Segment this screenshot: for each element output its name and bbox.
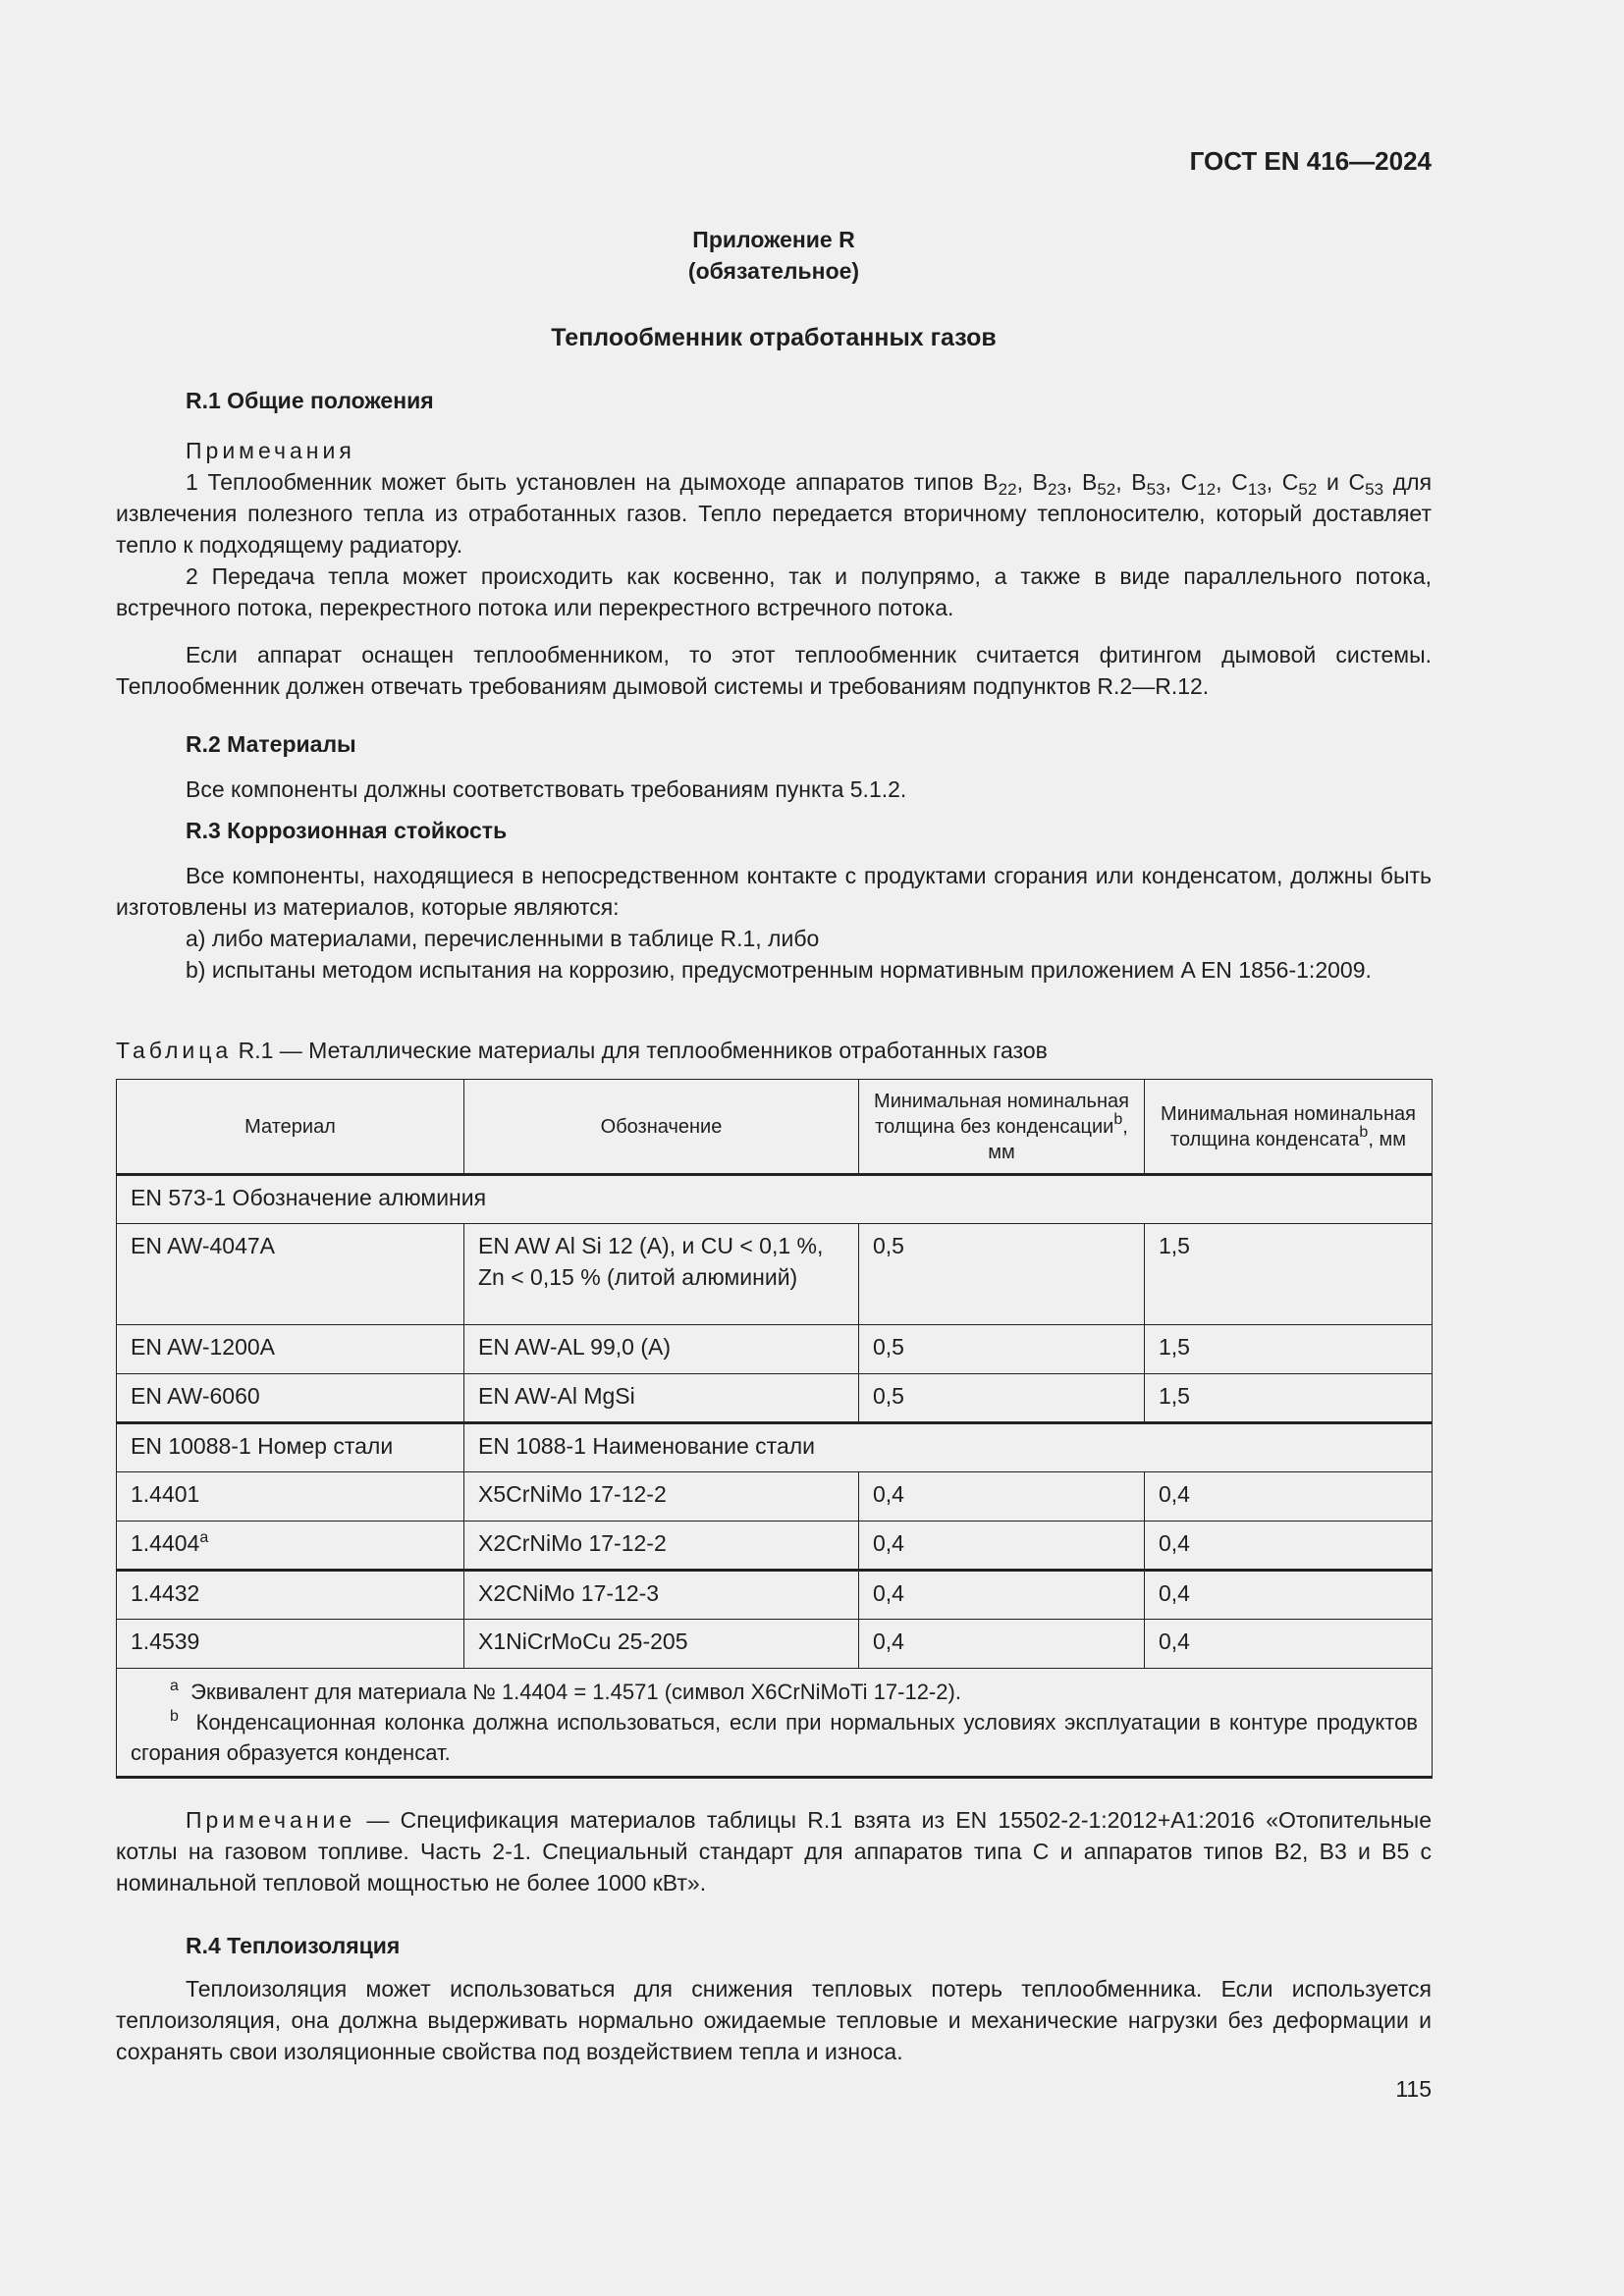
section-r2-text: Все компоненты должны соответствовать требованиям пункта 5.1.2. (186, 776, 907, 802)
cell-designation: X1NiCrMoCu 25-205 (464, 1620, 859, 1669)
cell-thickness-1: 0,4 (859, 1571, 1145, 1620)
cell-material: EN AW-4047A (117, 1224, 464, 1325)
table-group-row (117, 1423, 1433, 1472)
table-footnotes (117, 1669, 1433, 1778)
table-row (117, 1620, 1433, 1669)
document-id: ГОСТ EN 416—2024 (1189, 146, 1432, 176)
group-steel-number: EN 10088-1 Номер стали (117, 1423, 464, 1472)
cell-designation: X5CrNiMo 17-12-2 (464, 1472, 859, 1522)
cell-material: 1.4404$^a$ (117, 1522, 464, 1571)
list-item-a: a) либо материалами, перечисленными в таблице R.1, либо (186, 926, 820, 951)
cell-designation: X2CrNiMo 17-12-2 (464, 1522, 859, 1571)
cell-thickness-1: 0,5 (859, 1325, 1145, 1374)
list-item-b: b) испытаны методом испытания на коррозию, предусмотренным нормативным приложением A EN 1856-1:2009. (186, 957, 1372, 983)
group-steel-name: EN 1088-1 Наименование стали (464, 1423, 1433, 1472)
page-number: 115 (1395, 2076, 1432, 2102)
cell-thickness-1: 0,4 (859, 1522, 1145, 1571)
materials-table (116, 1079, 1433, 1779)
cell-thickness-2: 0,4 (1145, 1620, 1433, 1669)
table-row (117, 1374, 1433, 1423)
cell-thickness-2: 1,5 (1145, 1224, 1433, 1325)
table-caption (116, 1035, 1432, 1066)
section-r3-heading: R.3 Коррозионная стойкость (186, 818, 508, 843)
annex-status: (обязательное) (687, 258, 860, 284)
annex-title: Приложение R (692, 227, 855, 252)
footnote-a: $^a$ Эквивалент для материала № 1.4404 = 1.4571 (символ X6CrNiMoTi 17-12-2). (170, 1678, 961, 1704)
footnote-b: $^b$ Конденсационная колонка должна использоваться, если при нормальных условиях эксплуатации в контуре продуктов сгорания образуется конденсат. (131, 1708, 1418, 1765)
cell-designation: X2CNiMo 17-12-3 (464, 1571, 859, 1620)
table-note-label: Примечание (186, 1807, 356, 1833)
section-r3-text: Все компоненты, находящиеся в непосредственном контакте с продуктами сгорания или конденсатом, должны быть изготовлены из материалов, которые являются: (116, 863, 1432, 920)
cell-designation: EN AW-Al MgSi (464, 1374, 859, 1423)
cell-material: EN AW-6060 (117, 1374, 464, 1423)
header-material: Материал (117, 1080, 464, 1175)
cell-designation: EN AW Al Si 12 (A), и CU < 0,1 %, Zn < 0,15 % (литой алюминий) (464, 1224, 859, 1325)
group-aluminium: EN 573-1 Обозначение алюминия (117, 1175, 1433, 1224)
section-r1-heading: R.1 Общие положения (186, 388, 434, 413)
table-row (117, 1472, 1433, 1522)
notes-label: Примечания (186, 438, 355, 463)
section-r1-paragraph: Если аппарат оснащен теплообменником, то этот теплообменник считается фитингом дымовой системы. Теплообменник должен отвечать требованиям дымовой системы и требованиям подпунктов R.2—R.12. (116, 642, 1432, 699)
table-footnotes-row (117, 1669, 1433, 1778)
table-note-text: — Спецификация материалов таблицы R.1 взята из EN 15502-2-1:2012+A1:2016 «Отопительные котлы на газовом топливе. Часть 2-1. Специальный стандарт для аппаратов типа C и аппаратов типов B2, B3 и B5 с номинальной тепловой мощностью не более 1000 кВт». (116, 1807, 1432, 1896)
cell-thickness-2: 1,5 (1145, 1374, 1433, 1423)
cell-thickness-1: 0,4 (859, 1620, 1145, 1669)
table-row (117, 1571, 1433, 1620)
note-2: 2 Передача тепла может происходить как косвенно, так и полупрямо, а также в виде параллельного потока, встречного потока, перекрестного потока или перекрестного встречного потока. (116, 563, 1432, 620)
table-row (117, 1522, 1433, 1571)
materials-table-wrapper (116, 1079, 1432, 1779)
cell-material: EN AW-1200A (117, 1325, 464, 1374)
header-thickness-no-condensation: Минимальная номинальная толщина без конденсации$^b$, мм (859, 1080, 1145, 1175)
section-r4-text: Теплоизоляция может использоваться для снижения тепловых потерь теплообменника. Если используется теплоизоляция, она должна выдерживать нормально ожидаемые тепловые и механические нагрузки без деформации и сохранять свои изоляционные свойства под воздействием тепла и износа. (116, 1976, 1432, 2064)
table-header-row (117, 1080, 1433, 1175)
table-caption-text: R.1 — Металлические материалы для теплообменников отработанных газов (232, 1038, 1048, 1063)
header-thickness-condensation: Минимальная номинальная толщина конденсата$^b$, мм (1145, 1080, 1433, 1175)
cell-thickness-2: 0,4 (1145, 1571, 1433, 1620)
cell-thickness-1: 0,4 (859, 1472, 1145, 1522)
section-r1 (116, 385, 1432, 702)
cell-thickness-2: 1,5 (1145, 1325, 1433, 1374)
cell-thickness-1: 0,5 (859, 1374, 1145, 1423)
cell-material: 1.4432 (117, 1571, 464, 1620)
section-r4 (116, 1930, 1432, 2067)
section-r3 (116, 815, 1432, 986)
cell-thickness-1: 0,5 (859, 1224, 1145, 1325)
cell-designation: EN AW-AL 99,0 (A) (464, 1325, 859, 1374)
cell-thickness-2: 0,4 (1145, 1472, 1433, 1522)
cell-thickness-2: 0,4 (1145, 1522, 1433, 1571)
annex-name: Теплообменник отработанных газов (551, 324, 997, 351)
table-group-row (117, 1175, 1433, 1224)
cell-material: 1.4539 (117, 1620, 464, 1669)
section-r4-heading: R.4 Теплоизоляция (186, 1933, 401, 1958)
section-r2-heading: R.2 Материалы (186, 731, 356, 757)
table-row (117, 1325, 1433, 1374)
cell-material: 1.4401 (117, 1472, 464, 1522)
table-note (116, 1804, 1432, 1898)
header-designation: Обозначение (464, 1080, 859, 1175)
section-r2 (116, 728, 1432, 805)
table-row (117, 1224, 1433, 1325)
table-caption-label: Таблица (116, 1038, 233, 1063)
note-1: 1 Теплообменник может быть установлен на дымоходе аппаратов типов $B_{22}$, $B_{23}$, $B_{52}$, $B_{53}$, $C_{12}$, $C_{13}$, $C_{52}$ и $C_{53}$ для извлечения полезного тепла из отработанных газов. Тепло передается вторичному теплоносителю, который доставляет тепло к подходящему радиатору. (116, 469, 1433, 558)
